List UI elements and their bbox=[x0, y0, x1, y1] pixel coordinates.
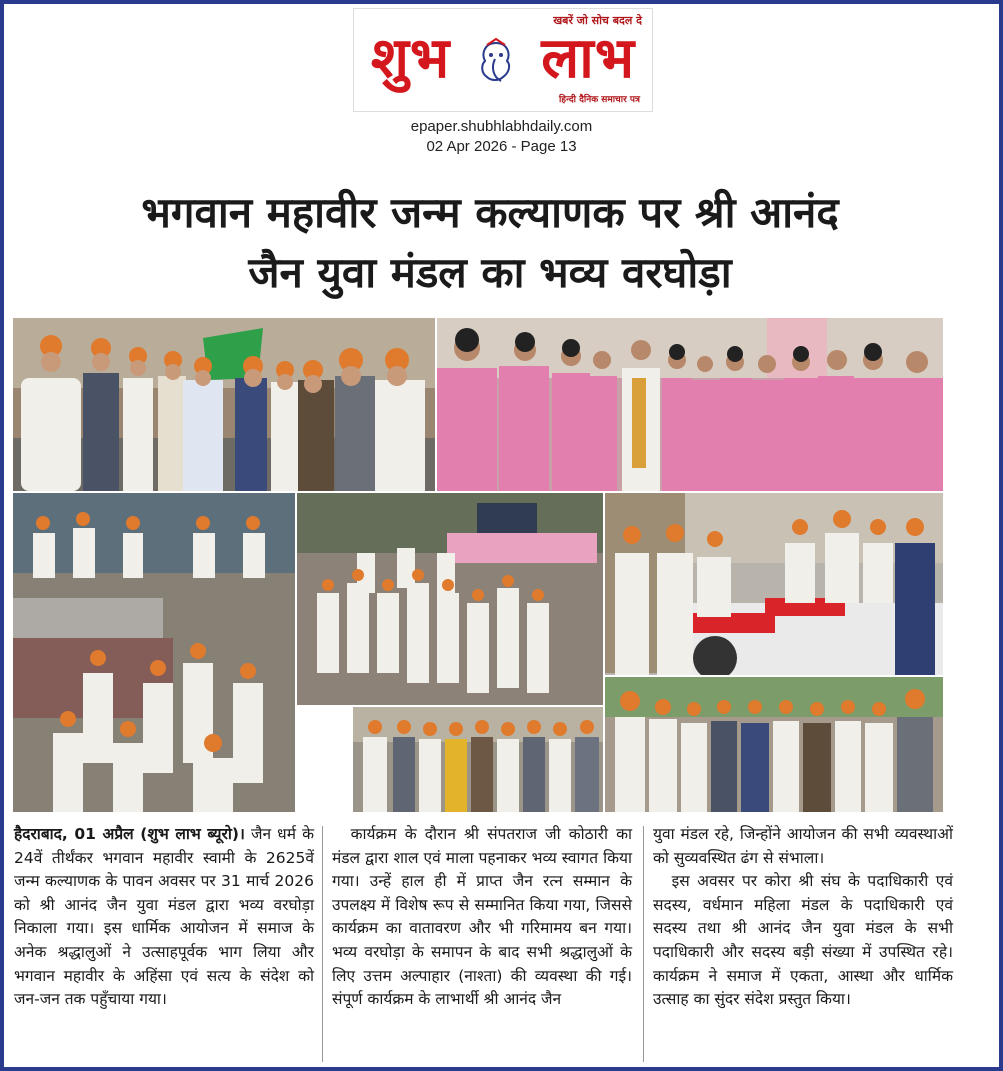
photo-men-group bbox=[13, 318, 435, 491]
photo-women-group bbox=[437, 318, 943, 491]
masthead-tagline: खबरें जो सोच बदल दे bbox=[553, 14, 642, 27]
masthead-title-right: लाभ bbox=[541, 25, 636, 91]
photo-vintage-car bbox=[605, 493, 943, 675]
photo-group-small bbox=[353, 707, 603, 812]
article-column-3 bbox=[653, 823, 953, 1012]
column-divider bbox=[643, 826, 644, 1062]
column-3-text-para-1: युवा मंडल रहे, जिन्होंने आयोजन की सभी व्यवस्थाओं को सुव्यवस्थित ढंग से संभाला। bbox=[653, 825, 953, 867]
masthead-logo bbox=[353, 8, 653, 112]
article-column-1 bbox=[14, 823, 314, 1012]
column-1-text: जैन धर्म के 24वें तीर्थंकर भगवान महावीर स्वामी के 2625वें जन्म कल्याणक के पावन अवसर पर 31 मार्च 2026 को श्री आनंद जैन युवा मंडल द्वारा भव्य वरघोड़ा निकाला गया। इस धार्मिक आयोजन में समाज के अनेक श्रद्धालुओं ने उत्साहपूर्वक भाग लिया और भगवान महावीर के अहिंसा एवं सत्य के संदेश को जन-जन तक पहुँचाया गया। bbox=[14, 825, 314, 1009]
ganesha-icon bbox=[473, 37, 519, 87]
photo-procession-center bbox=[297, 493, 603, 705]
epaper-url[interactable]: epaper.shubhlabhdaily.com bbox=[410, 118, 593, 135]
photo-group-right bbox=[605, 677, 943, 812]
photo-procession-left bbox=[13, 493, 295, 812]
headline-line-1: भगवान महावीर जन्म कल्याणक पर श्री आनंद bbox=[141, 188, 839, 237]
column-divider bbox=[322, 826, 323, 1062]
masthead-subtitle: हिन्दी दैनिक समाचार पत्र bbox=[558, 95, 640, 105]
edition-date-page: 02 Apr 2026 - Page 13 bbox=[426, 138, 577, 155]
column-3-text-para-2: इस अवसर पर कोरा श्री संघ के पदाधिकारी एवं सदस्य, वर्धमान महिला मंडल के पदाधिकारी एवं सदस्य तथा श्री आनंद जैन युवा मंडल के सभी पदाधिकारी और सदस्य बड़ी संख्या में उपस्थित रहे। कार्यक्रम ने समाज में एकता, आस्था और धार्मिक उत्साह का सुंदर संदेश प्रस्तुत किया। bbox=[653, 872, 953, 1009]
masthead-title bbox=[354, 23, 652, 93]
column-2-text: कार्यक्रम के दौरान श्री संपतराज जी कोठारी का मंडल द्वारा शाल एवं माला पहनाकर भव्य स्वागत किया गया। उन्हें हाल ही में प्राप्त जैन रत्न सम्मान के उपलक्ष्य में विशेष रूप से सम्मानित किया गया, जिससे कार्यक्रम का वातावरण और भी गरिमामय बन गया।भव्य वरघोड़ा के समापन के बाद सभी श्रद्धालुओं के लिए उत्तम अल्पाहार (नाश्ता) की व्यवस्था की गई। संपूर्ण कार्यक्रम के लाभार्थी श्री आनंद जैन bbox=[332, 825, 632, 1009]
masthead-title-left: शुभ bbox=[370, 25, 451, 91]
dateline: हैदराबाद, 01 अप्रैल (शुभ लाभ ब्यूरो)। bbox=[14, 825, 245, 843]
headline-line-2: जैन युवा मंडल का भव्य वरघोड़ा bbox=[248, 248, 732, 297]
photo-collage bbox=[13, 318, 943, 812]
article-column-2 bbox=[332, 823, 632, 1012]
